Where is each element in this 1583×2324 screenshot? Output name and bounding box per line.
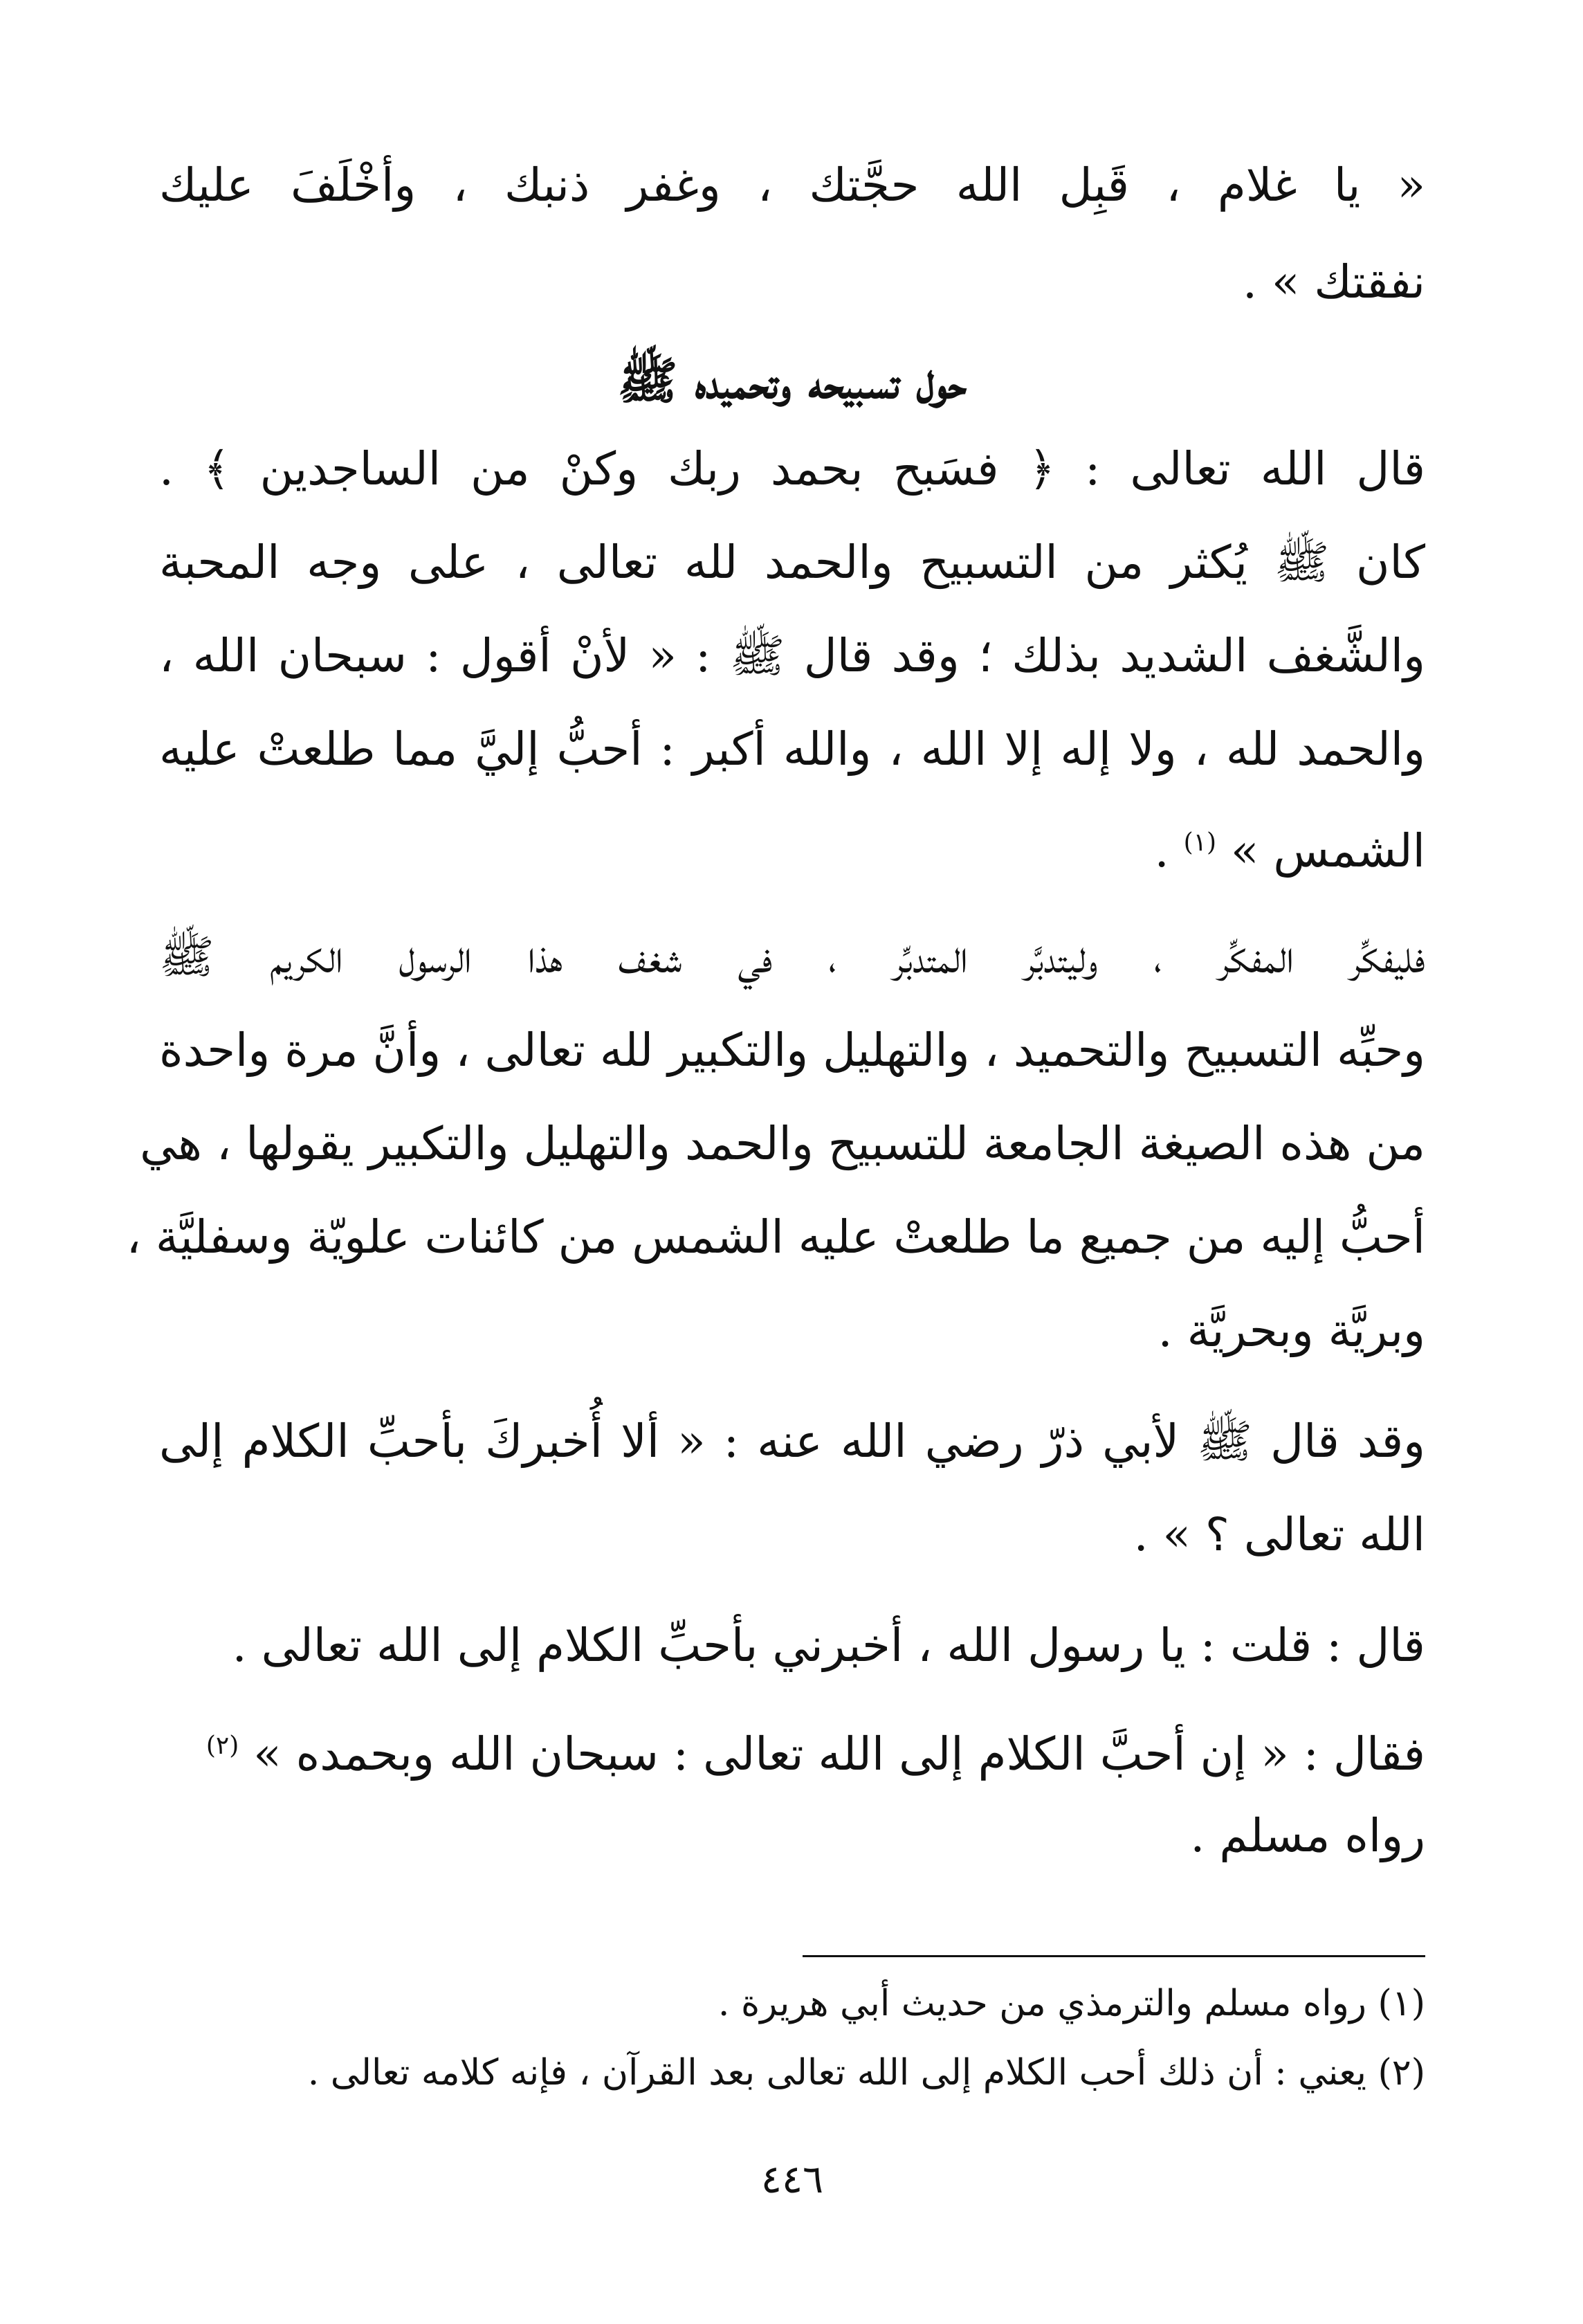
text-line: وقد قال ﷺ لأبي ذرّ رضي الله عنه : « ألا أُخبركَ بأحبِّ الكلام إلى bbox=[159, 1415, 1425, 1468]
text-line: أحبُّ إليه من جميع ما طلعتْ عليه الشمس من كائنات علويّة وسفليَّة ، bbox=[126, 1210, 1425, 1264]
text-line: « يا غلام ، قَبِل الله حجَّتك ، وغفر ذنبك ، وأخْلَفَ عليك bbox=[159, 158, 1425, 212]
quran-verse-line: قال الله تعالى : ﴿ فسَبح بحمد ربك وكنْ من الساجدين ﴾ . bbox=[159, 442, 1425, 496]
text-line: كان ﷺ يُكثر من التسبيح والحمد لله تعالى ، على وجه المحبة bbox=[159, 536, 1425, 589]
text-line: الله تعالى ؟ » . bbox=[1133, 1508, 1425, 1561]
text-line: وبريَّة وبحريَّة . bbox=[1157, 1304, 1425, 1357]
text-line: من هذه الصيغة الجامعة للتسبيح والحمد والتهليل والتكبير يقولها ، هي bbox=[140, 1117, 1425, 1170]
text-line: فليفكِّر المفكِّر ، وليتدبَّر المتدبِّر ، في شغف هذا الرسول الكريم ﷺ bbox=[159, 930, 1425, 983]
page-number: ٤٤٦ bbox=[760, 2157, 824, 2202]
footnote: (١) رواه مسلم والترمذي من حديث أبي هريرة . bbox=[717, 1983, 1425, 2024]
text-line bbox=[159, 1713, 1425, 1788]
text-line: قال : قلت : يا رسول الله ، أخبرني بأحبِّ الكلام إلى الله تعالى . bbox=[232, 1619, 1425, 1672]
text-line: نفقتك » . bbox=[1243, 255, 1425, 309]
text-line: والشَّغف الشديد بذلك ؛ وقد قال ﷺ : « لأنْ أقول : سبحان الله ، bbox=[159, 629, 1425, 682]
book-page bbox=[126, 104, 1426, 2284]
text-line: وحبِّه التسبيح والتحميد ، والتهليل والتكبير لله تعالى ، وأنَّ مرة واحدة bbox=[159, 1024, 1426, 1077]
text-line bbox=[159, 810, 1425, 884]
text-fragment: فقال : « إن أحبَّ الكلام إلى الله تعالى : سبحان الله وبحمده » bbox=[253, 1727, 1425, 1781]
footnote-marker: (١) bbox=[1183, 828, 1217, 857]
text-fragment: الشمس » bbox=[1231, 824, 1425, 878]
text-fragment: . bbox=[1154, 824, 1169, 878]
text-line: رواه مسلم . bbox=[1190, 1809, 1425, 1862]
section-heading: حول تسبيحه وتحميده ﷺ bbox=[617, 351, 967, 410]
text-line: والحمد لله ، ولا إله إلا الله ، والله أكبر : أحبُّ إليَّ مما طلعتْ عليه bbox=[159, 723, 1425, 776]
footnote-marker: (٢) bbox=[205, 1732, 239, 1760]
footnote: (٢) يعني : أن ذلك أحب الكلام إلى الله تعالى بعد القرآن ، فإنه كلامه تعالى . bbox=[307, 2052, 1425, 2094]
footnote-divider bbox=[803, 1955, 1425, 1957]
